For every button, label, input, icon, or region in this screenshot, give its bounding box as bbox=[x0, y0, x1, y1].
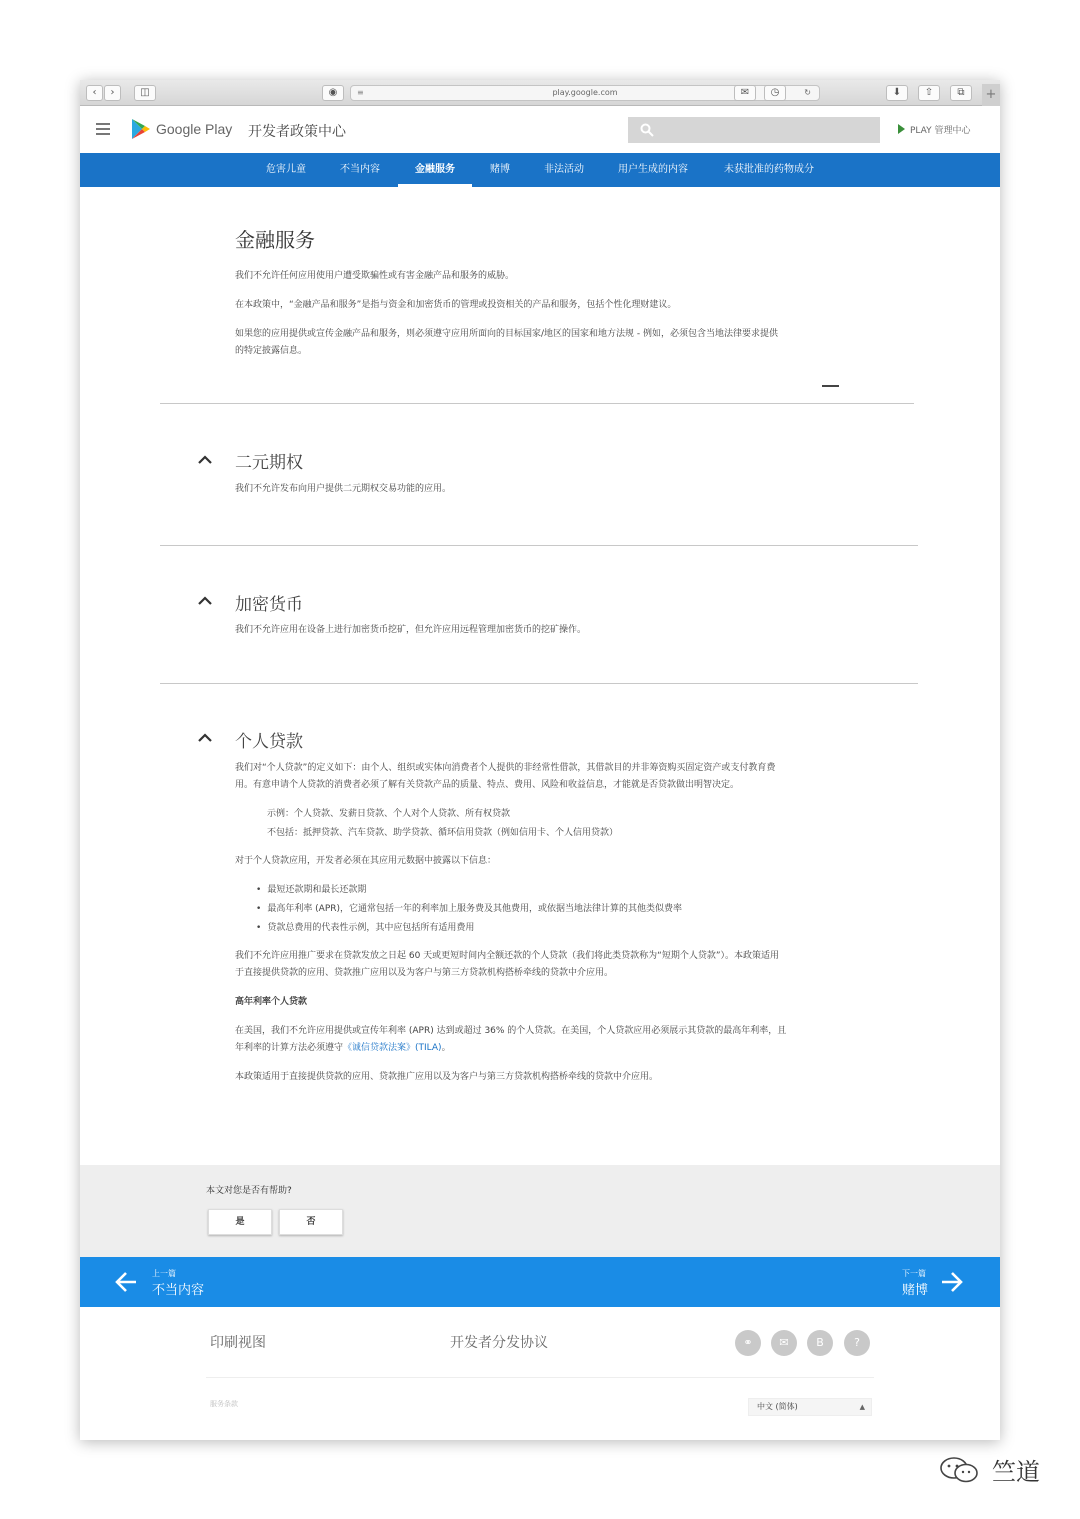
tab-illegal-activities[interactable]: 非法活动 bbox=[544, 164, 584, 175]
tab-gambling[interactable]: 赌博 bbox=[490, 164, 510, 175]
play-console-link[interactable]: PLAY 管理中心 bbox=[898, 123, 970, 136]
tab-user-generated-content[interactable]: 用户生成的内容 bbox=[618, 164, 688, 175]
reload-icon[interactable]: ↻ bbox=[804, 88, 811, 97]
tab-inappropriate-content[interactable]: 不当内容 bbox=[340, 164, 380, 175]
tab-financial-services[interactable]: 金融服务 bbox=[398, 153, 472, 187]
feedback-panel bbox=[80, 1165, 1000, 1257]
short-term-loans-line-2: 于直接提供贷款的应用、贷款推广应用以及为客户与第三方贷款机构搭桥牵线的贷款中介应用。 bbox=[235, 968, 614, 978]
wechat-icon bbox=[938, 1456, 982, 1484]
search-icon bbox=[640, 123, 654, 137]
section-divider bbox=[160, 683, 918, 684]
browser-toolbar bbox=[80, 80, 1000, 106]
mail-icon[interactable]: ✉ bbox=[734, 85, 756, 101]
section-body-crypto: 我们不允许应用在设备上进行加密货币挖矿，但允许应用远程管理加密货币的挖矿操作。 bbox=[235, 625, 587, 635]
intro-paragraph-2: 在本政策中，“金融产品和服务”是指与资金和加密货币的管理或投资相关的产品和服务，包括个性化理财建议。 bbox=[235, 300, 677, 310]
intro-paragraph-1: 我们不允许任何应用使用户遭受欺骗性或有害金融产品和服务的威胁。 bbox=[235, 271, 515, 281]
list-item: • 贷款总费用的代表性示例，其中应包括所有适用费用 bbox=[256, 919, 682, 938]
feedback-yes-button[interactable]: 是 bbox=[208, 1209, 272, 1235]
loans-def-line-2: 用。有意申请个人贷款的消费者必须了解有关贷款产品的质量、特点、费用、风险和收益信息，才能就是否贷款做出明智决定。 bbox=[235, 780, 740, 790]
google-play-wordmark[interactable]: Google Play bbox=[156, 121, 233, 137]
select-caret-icon: ▲ bbox=[859, 1403, 865, 1411]
forward-button[interactable]: › bbox=[104, 85, 121, 101]
chevron-up-icon[interactable] bbox=[198, 733, 212, 742]
chevron-up-icon[interactable] bbox=[198, 596, 212, 605]
search-input[interactable] bbox=[628, 117, 880, 143]
page-title: 金融服务 bbox=[235, 228, 315, 252]
site-header bbox=[80, 107, 1000, 153]
blogger-icon[interactable]: B bbox=[807, 1330, 833, 1356]
section-divider bbox=[160, 403, 914, 404]
next-label: 下一篇 bbox=[902, 1269, 926, 1278]
extension-icon[interactable]: ◉ bbox=[322, 85, 344, 101]
globe-icon[interactable]: ⚭ bbox=[735, 1330, 761, 1356]
section-divider bbox=[160, 545, 918, 546]
loans-examples: 示例：个人贷款、发薪日贷款、个人对个人贷款、所有权贷款 bbox=[267, 809, 511, 819]
feedback-no-button[interactable]: 否 bbox=[279, 1209, 343, 1235]
arrow-right-icon[interactable] bbox=[940, 1270, 964, 1294]
short-term-loans-line-1: 我们不允许应用推广要求在贷款发放之日起 60 天或更短时间内全额还款的个人贷款（我们将此类贷款称为“短期个人贷款”）。本政策适用 bbox=[235, 951, 780, 961]
tabs-icon[interactable]: ⧉ bbox=[950, 85, 972, 101]
scope-paragraph: 本政策适用于直接提供贷款的应用、贷款推广应用以及为客户与第三方贷款机构搭桥牵线的贷款中介应用。 bbox=[235, 1072, 659, 1082]
new-tab-button[interactable]: + bbox=[982, 84, 1000, 106]
disclosure-list bbox=[256, 881, 682, 938]
section-body-binary-options: 我们不允许发布向用户提供二元期权交易功能的应用。 bbox=[235, 484, 452, 494]
tila-link[interactable]: 《诚信贷款法案》(TILA) bbox=[343, 1043, 442, 1053]
chevron-up-icon[interactable] bbox=[198, 455, 212, 464]
list-item: • 最高年利率 (APR)，它通常包括一年的利率加上服务费及其他费用，或依据当地法律计算的其他类似费率 bbox=[256, 900, 682, 919]
tab-unapproved-substances[interactable]: 未获批准的药物成分 bbox=[724, 164, 814, 175]
loans-def-line-1: 我们对“个人贷款”的定义如下：由个人、组织或实体向消费者个人提供的非经常性借款，其借款目的并非筹资购买固定资产或支付教育费 bbox=[235, 763, 776, 773]
play-icon bbox=[898, 124, 905, 134]
share-icon[interactable]: ⇧ bbox=[918, 85, 940, 101]
loans-disclosure-intro: 对于个人贷款应用，开发者必须在其应用元数据中披露以下信息： bbox=[235, 856, 497, 866]
terms-link[interactable]: 服务条款 bbox=[210, 1400, 238, 1408]
prev-label: 上一篇 bbox=[152, 1269, 176, 1278]
section-title-binary-options[interactable]: 二元期权 bbox=[235, 453, 303, 473]
high-apr-line-2: 年利率的计算方法必须遵守《诚信贷款法案》(TILA)。 bbox=[235, 1043, 451, 1053]
section-title-personal-loans[interactable]: 个人贷款 bbox=[235, 732, 303, 752]
back-button[interactable]: ‹ bbox=[86, 85, 103, 101]
collapse-icon[interactable] bbox=[822, 385, 839, 387]
list-item: • 最短还款期和最长还款期 bbox=[256, 881, 682, 900]
high-apr-subheading: 高年利率个人贷款 bbox=[235, 997, 308, 1007]
reader-icon[interactable]: ≡ bbox=[357, 88, 364, 97]
sidebar-toggle-icon[interactable]: ◫ bbox=[134, 85, 156, 101]
high-apr-line-1: 在美国，我们不允许应用提供或宣传年利率 (APR) 达到或超过 36% 的个人贷款。在美国，个人贷款应用必须展示其贷款的最高年利率，且 bbox=[235, 1026, 787, 1036]
browser-window bbox=[80, 80, 1000, 1440]
language-select[interactable]: 中文 (简体) ▲ bbox=[748, 1398, 872, 1416]
footer-divider bbox=[206, 1377, 874, 1378]
page-title-header[interactable]: 开发者政策中心 bbox=[248, 124, 346, 140]
developer-agreement-link[interactable]: 开发者分发协议 bbox=[450, 1335, 548, 1351]
prev-article-link[interactable]: 不当内容 bbox=[152, 1283, 205, 1298]
watermark-text: 竺道 bbox=[992, 1458, 1040, 1486]
google-play-logo-icon[interactable] bbox=[132, 119, 150, 139]
history-icon[interactable]: ◷ bbox=[764, 85, 786, 101]
help-icon[interactable]: ? bbox=[844, 1330, 870, 1356]
loans-exclusions: 不包括：抵押贷款、汽车贷款、助学贷款、循环信用贷款（例如信用卡、个人信用贷款） bbox=[267, 828, 619, 838]
article-pager bbox=[80, 1257, 1000, 1307]
intro-paragraph-3: 如果您的应用提供或宣传金融产品和服务，则必须遵守应用所面向的目标国家/地区的国家和地方法规 - 例如，必须包含当地法律要求提供 bbox=[235, 329, 779, 339]
section-title-crypto[interactable]: 加密货币 bbox=[235, 595, 303, 615]
menu-icon[interactable] bbox=[96, 123, 110, 135]
feedback-question: 本文对您是否有帮助? bbox=[206, 1186, 292, 1196]
intro-paragraph-3-cont: 的特定披露信息。 bbox=[235, 346, 308, 356]
url-text: play.google.com bbox=[552, 88, 618, 97]
category-nav bbox=[80, 153, 1000, 187]
print-view-link[interactable]: 印刷视图 bbox=[210, 1335, 266, 1351]
mail-icon[interactable]: ✉ bbox=[771, 1330, 797, 1356]
next-article-link[interactable]: 赌博 bbox=[902, 1283, 929, 1298]
arrow-left-icon[interactable] bbox=[114, 1270, 138, 1294]
tab-child-endangerment[interactable]: 危害儿童 bbox=[266, 164, 306, 175]
download-icon[interactable]: ⬇ bbox=[886, 85, 908, 101]
